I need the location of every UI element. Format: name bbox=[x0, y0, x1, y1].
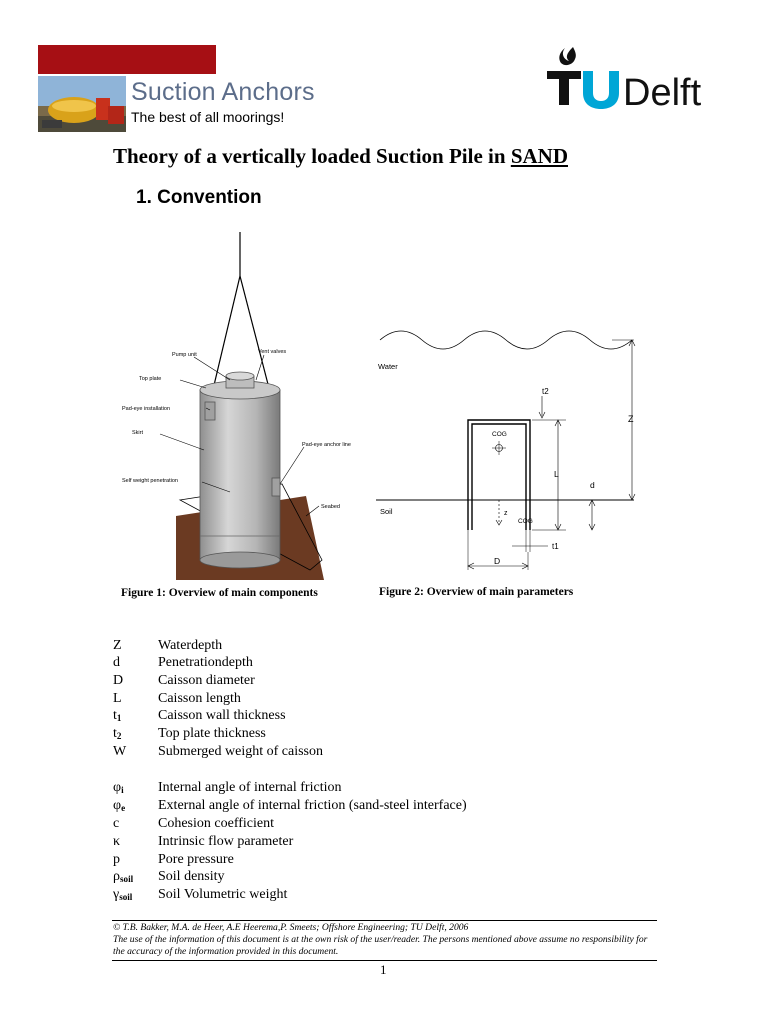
tu-delft-logo bbox=[543, 45, 703, 111]
footer-rule-bottom bbox=[112, 960, 657, 961]
label-pad-eye-anchor-line: Pad-eye anchor line bbox=[302, 442, 351, 448]
document-title-main: Theory of a vertically loaded Suction Pile in bbox=[113, 144, 511, 168]
symbol bbox=[113, 691, 122, 707]
symbol bbox=[113, 708, 121, 724]
symbol bbox=[113, 655, 120, 671]
symbol bbox=[113, 673, 123, 689]
symbol-description: Soil Volumetric weight bbox=[158, 887, 288, 902]
label-d-diameter: D bbox=[494, 556, 501, 566]
symbol bbox=[113, 887, 132, 903]
label-top-plate: Top plate bbox=[139, 376, 162, 382]
section-heading: 1. Convention bbox=[136, 187, 262, 208]
figure-1-caption: Figure 1: Overview of main components bbox=[121, 587, 318, 599]
page-number: 1 bbox=[380, 962, 387, 977]
symbol-char: p bbox=[113, 852, 120, 867]
label-pad-eye-installation: Pad-eye installation bbox=[122, 406, 171, 412]
header-subtitle: The best of all moorings! bbox=[131, 109, 285, 125]
symbol-description: Internal angle of internal friction bbox=[158, 780, 342, 795]
document-title bbox=[113, 144, 568, 169]
symbol-char: t bbox=[113, 708, 117, 723]
symbol-subscript: 2 bbox=[116, 731, 122, 741]
label-seabed: Seabed bbox=[321, 504, 340, 510]
label-pump-unit: Pump unit bbox=[172, 352, 197, 358]
label-water: Water bbox=[378, 362, 398, 371]
document-title-underlined: SAND bbox=[510, 144, 568, 168]
symbol bbox=[113, 780, 124, 796]
symbol-char: κ bbox=[113, 834, 121, 849]
label-t1: t1 bbox=[552, 542, 559, 551]
symbol-description: Pore pressure bbox=[158, 852, 234, 867]
symbol bbox=[113, 816, 119, 832]
figure-2-parameter-diagram bbox=[372, 320, 652, 580]
symbol-description: Caisson diameter bbox=[158, 673, 255, 688]
symbol-subscript: soil bbox=[119, 892, 133, 902]
symbol-char: t bbox=[113, 726, 117, 741]
symbol bbox=[113, 744, 126, 760]
symbol bbox=[113, 869, 133, 885]
symbol bbox=[113, 852, 120, 868]
symbol-description: Penetrationdepth bbox=[158, 655, 253, 670]
figure-1-illustration bbox=[110, 230, 368, 582]
symbol-char: φ bbox=[113, 780, 122, 795]
label-cog-bottom: COG bbox=[518, 518, 533, 525]
symbol-subscript: 1 bbox=[116, 713, 122, 723]
symbol-subscript: soil bbox=[120, 874, 134, 884]
svg-text:Delft: Delft bbox=[623, 72, 702, 111]
symbol-subscript: i bbox=[121, 785, 124, 795]
symbol-description: Submerged weight of caisson bbox=[158, 744, 323, 759]
label-l: L bbox=[554, 469, 559, 479]
label-skirt: Skirt bbox=[132, 430, 143, 436]
label-t2: t2 bbox=[542, 387, 549, 396]
symbol-description: Caisson length bbox=[158, 691, 241, 706]
symbol bbox=[113, 834, 120, 850]
symbol-description: Top plate thickness bbox=[158, 726, 266, 741]
label-d-penetration: d bbox=[590, 480, 595, 490]
symbol-description: Waterdepth bbox=[158, 638, 223, 653]
footer-rule-top bbox=[112, 920, 657, 921]
symbol-char: D bbox=[113, 673, 124, 688]
water-surface bbox=[380, 331, 632, 349]
symbol-description: Cohesion coefficient bbox=[158, 816, 274, 831]
symbol-description: Soil density bbox=[158, 869, 225, 884]
symbol bbox=[113, 798, 125, 814]
symbol-char: L bbox=[113, 691, 122, 706]
symbol-char: ρ bbox=[113, 869, 120, 884]
symbol bbox=[113, 638, 122, 654]
symbol-char: c bbox=[113, 816, 120, 831]
label-vent-valves: Vent valves bbox=[258, 349, 287, 355]
label-cog-top: COG bbox=[492, 431, 507, 438]
label-soil: Soil bbox=[380, 507, 393, 516]
header-photo bbox=[38, 76, 126, 132]
footer-copyright: © T.B. Bakker, M.A. de Heer, A.E Heerema,P. Smeets; Offshore Engineering; TU Delft, 2006 bbox=[113, 922, 469, 933]
symbol-description: Intrinsic flow parameter bbox=[158, 834, 294, 849]
symbol-char: d bbox=[113, 655, 120, 670]
label-z-waterdepth: Z bbox=[628, 414, 634, 424]
footer-disclaimer: The use of the information of this document is at the own risk of the user/reader. The persons mentioned above assume no responsibility for the accuracy of the information provided in this document. bbox=[113, 934, 648, 957]
label-z-lower: z bbox=[504, 510, 508, 517]
header-red-bar bbox=[38, 45, 216, 74]
symbol-description: Caisson wall thickness bbox=[158, 708, 286, 723]
figure-2-caption: Figure 2: Overview of main parameters bbox=[379, 586, 574, 598]
symbol-char: γ bbox=[113, 887, 120, 902]
symbol-char: Z bbox=[113, 638, 122, 653]
symbol-subscript: e bbox=[121, 803, 126, 813]
symbol bbox=[113, 726, 121, 742]
symbol-char: φ bbox=[113, 798, 122, 813]
header-title: Suction Anchors bbox=[131, 78, 315, 106]
symbol-char: W bbox=[113, 744, 127, 759]
symbol-description: External angle of internal friction (sand-steel interface) bbox=[158, 798, 467, 813]
label-self-weight-penetration: Self weight penetration bbox=[122, 478, 178, 484]
